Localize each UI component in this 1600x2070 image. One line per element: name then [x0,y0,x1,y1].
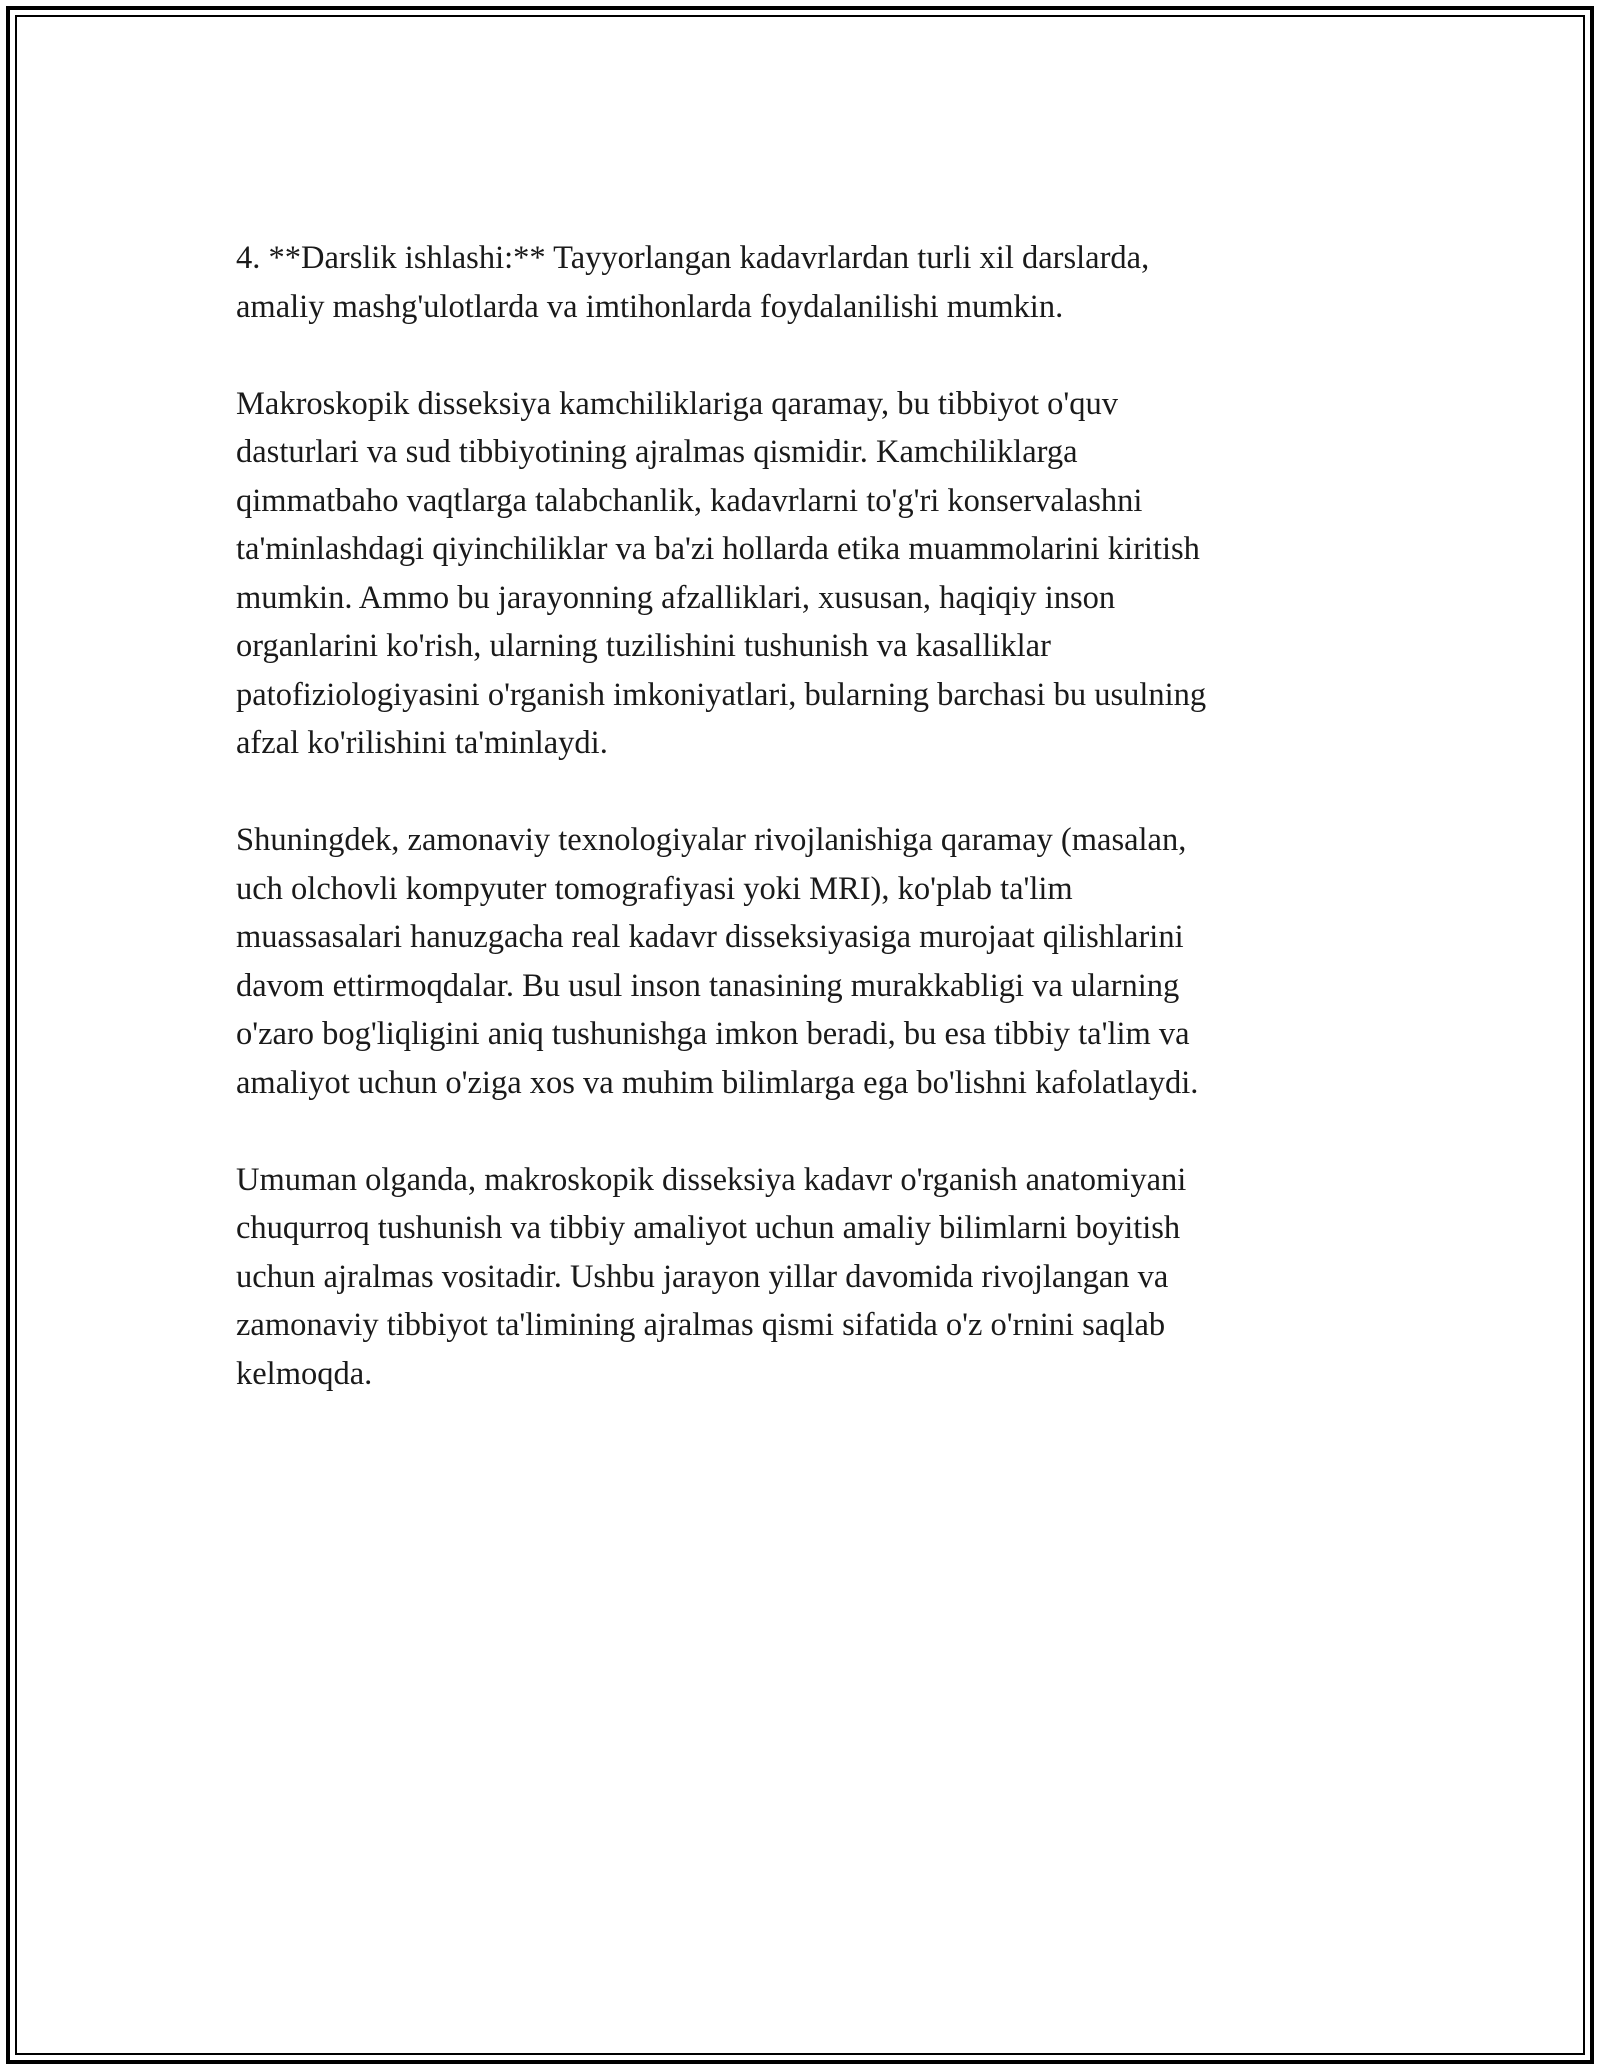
paragraph-darslik-ishlashi: 4. **Darslik ishlashi:** Tayyorlangan kadavrlardan turli xil darslarda, amaliy mashg'ulotlarda va imtihonlarda foydalanilishi mumkin. [236,240,1150,325]
paragraph-zamonaviy-texnologiyalar: Shuningdek, zamonaviy texnologiyalar rivojlanishiga qaramay (masalan, uch olchovli kompyuter tomografiyasi yoki MRI), ko'plab ta'lim muassasalari hanuzgacha real kadavr disseksiyasiga murojaat qilishlarini davom ettirmoqdalar. Bu usul inson tanasining murakkabligi va ularning o'zaro bog'liqligini aniq tushunishga imkon beradi, bu esa tibbiy ta'lim va amaliyot uchun o'ziga xos va muhim bilimlarga ega bo'lishni kafolatlaydi. [236,822,1199,1101]
paragraph-kamchiliklar: Makroskopik disseksiya kamchiliklariga qaramay, bu tibbiyot o'quv dasturlari va sud tibbiyotining ajralmas qismidir. Kamchiliklarga qimmatbaho vaqtlarga talabchanlik, kadavrlarni to'g'ri konservalashni ta'minlashdagi qiyinchiliklar va ba'zi hollarda etika muammolarini kiritish mumkin. Ammo bu jarayonning afzalliklari, xususan, haqiqiy inson organlarini ko'rish, ularning tuzilishini tushunish va kasalliklar patofiziologiyasini o'rganish imkoniyatlari, bularning barchasi bu usulning afzal ko'rilishini ta'minlaydi. [236,385,1207,761]
document-body [236,234,1356,1447]
paragraph-xulosa: Umuman olganda, makroskopik disseksiya kadavr o'rganish anatomiyani chuqurroq tushunish va tibbiy amaliyot uchun amaliy bilimlarni boyitish uchun ajralmas vositadir. Ushbu jarayon yillar davomida rivojlangan va zamonaviy tibbiyot ta'limining ajralmas qismi sifatida o'z o'rnini saqlab kelmoqda. [236,1161,1187,1392]
